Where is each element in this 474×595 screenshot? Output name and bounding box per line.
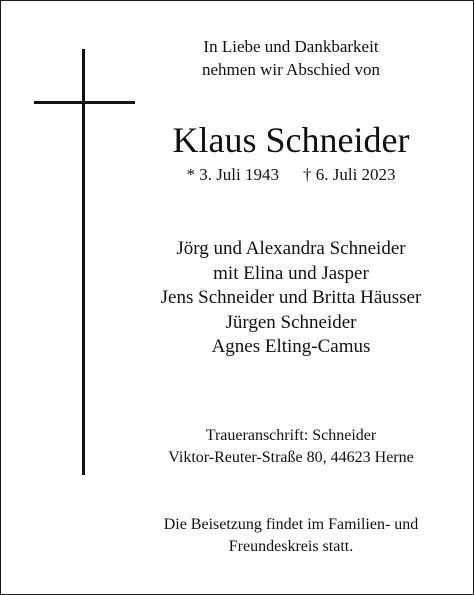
family-list	[141, 237, 441, 360]
funeral-note-line: Freundeskreis statt.	[228, 538, 354, 555]
mourning-address	[141, 425, 441, 469]
birth-date: * 3. Juli 1943	[186, 165, 279, 184]
death-date: † 6. Juli 2023	[303, 165, 396, 184]
cross-icon-vertical-bar	[82, 49, 85, 475]
family-member: Jens Schneider und Britta Häusser	[160, 287, 422, 308]
family-member: Jörg und Alexandra Schneider	[176, 238, 406, 259]
life-dates	[141, 164, 441, 186]
deceased-name: Klaus Schneider	[172, 120, 410, 160]
address-line: Viktor-Reuter-Straße 80, 44623 Herne	[168, 449, 414, 466]
intro-line: nehmen wir Abschied von	[202, 60, 380, 79]
funeral-note-line: Die Beisetzung findet im Familien- und	[163, 516, 419, 533]
funeral-note	[141, 514, 441, 558]
family-member: mit Elina und Jasper	[213, 262, 369, 284]
intro-text	[141, 35, 441, 81]
intro-line: In Liebe und Dankbarkeit	[203, 37, 379, 56]
cross-icon-horizontal-bar	[34, 101, 135, 104]
address-line: Traueranschrift: Schneider	[205, 427, 377, 444]
family-member: Jürgen Schneider	[225, 311, 357, 333]
family-member: Agnes Elting-Camus	[211, 336, 371, 357]
